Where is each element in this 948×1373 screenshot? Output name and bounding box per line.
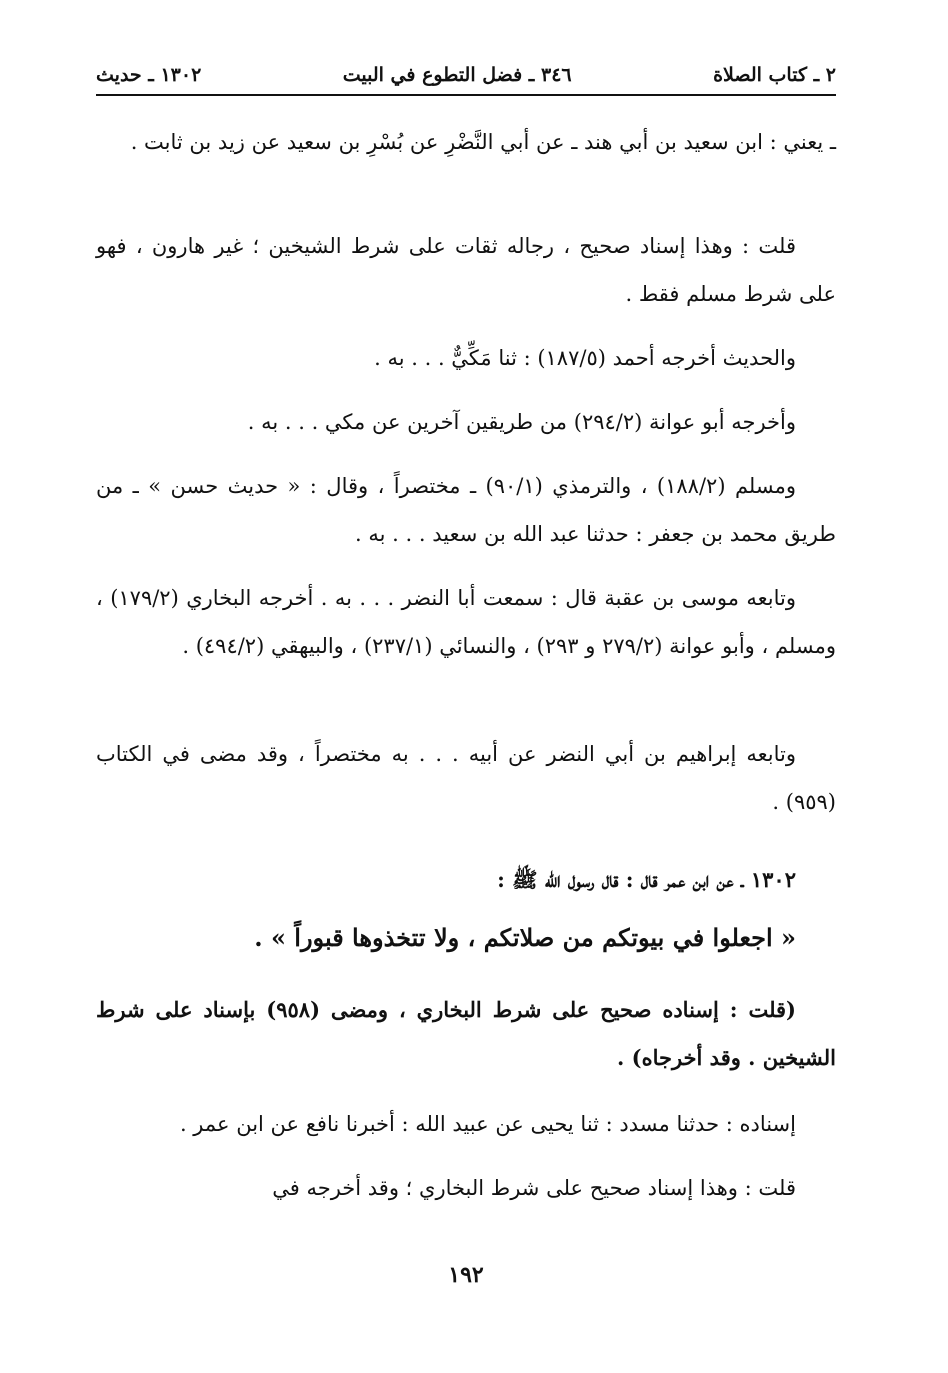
hadith-text: « اجعلوا في بيوتكم من صلاتكم ، ولا تتخذوها قبوراً » .	[254, 923, 796, 952]
running-header	[96, 60, 836, 90]
paragraph-muslim-tirmidhi-source: ومسلم (١٨٨/٢) ، والترمذي (٩٠/١) ـ مختصراً ، وقال : « حديث حسن » ـ من طريق محمد بن جعفر : حدثنا عبد الله بن سعيد . . . به .	[96, 474, 836, 546]
header-rule	[96, 94, 836, 96]
paragraph-abu-awana-source: وأخرجه أبو عوانة (٢٩٤/٢) من طريقين آخرين عن مكي . . . به .	[247, 410, 796, 434]
header-book-chapter: ٢ ـ كتاب الصلاة	[713, 64, 836, 86]
paragraph-musa-ibn-uqba: وتابعه موسى بن عقبة قال : سمعت أبا النضر . . . به . أخرجه البخاري (١٧٩/٢) ، ومسلم ، وأبو عوانة (٢٧٩/٢ و ٢٩٣) ، والنسائي (٢٣٧/١) ، والبيهقي (٤٩٤/٢) .	[96, 586, 836, 658]
paragraph-ahmad-source: والحديث أخرجه أحمد (١٨٧/٥) : ثنا مَكِّيٌّ . . . به .	[374, 346, 796, 370]
paragraph-grading: قلت : وهذا إسناد صحيح ، رجاله ثقات على شرط الشيخين ؛ غير هارون ، فهو على شرط مسلم فقط .	[96, 234, 836, 306]
header-hadith-range: ١٣٠٢ ـ حديث	[96, 64, 202, 86]
book-page	[96, 0, 836, 1373]
final-line: قلت : وهذا إسناد صحيح على شرط البخاري ؛ وقد أخرجه في	[272, 1176, 796, 1200]
author-comment: (قلت : إسناده صحيح على شرط البخاري ، ومضى (٩٥٨) بإسناد على شرط الشيخين . وقد أخرجاه) .	[96, 997, 836, 1070]
header-section-title: ٣٤٦ ـ فضل التطوع في البيت	[342, 64, 572, 86]
page-number: ١٩٢	[448, 1262, 484, 1288]
paragraph-chain-continuation: ـ يعني : ابن سعيد بن أبي هند ـ عن أبي النَّضْرِ عن بُسْرِ بن سعيد عن زيد بن ثابت .	[130, 130, 836, 154]
paragraph-ibrahim-ibn-abi-nadr: وتابعه إبراهيم بن أبي النضر عن أبيه . . . به مختصراً ، وقد مضى في الكتاب (٩٥٩) .	[96, 742, 836, 814]
isnad-line: إسناده : حدثنا مسدد : ثنا يحيى عن عبيد الله : أخبرنا نافع عن ابن عمر .	[179, 1112, 796, 1136]
hadith-intro: ١٣٠٢ ـ عن ابن عمر قال : قال رسول الله ﷺ :	[497, 867, 796, 892]
